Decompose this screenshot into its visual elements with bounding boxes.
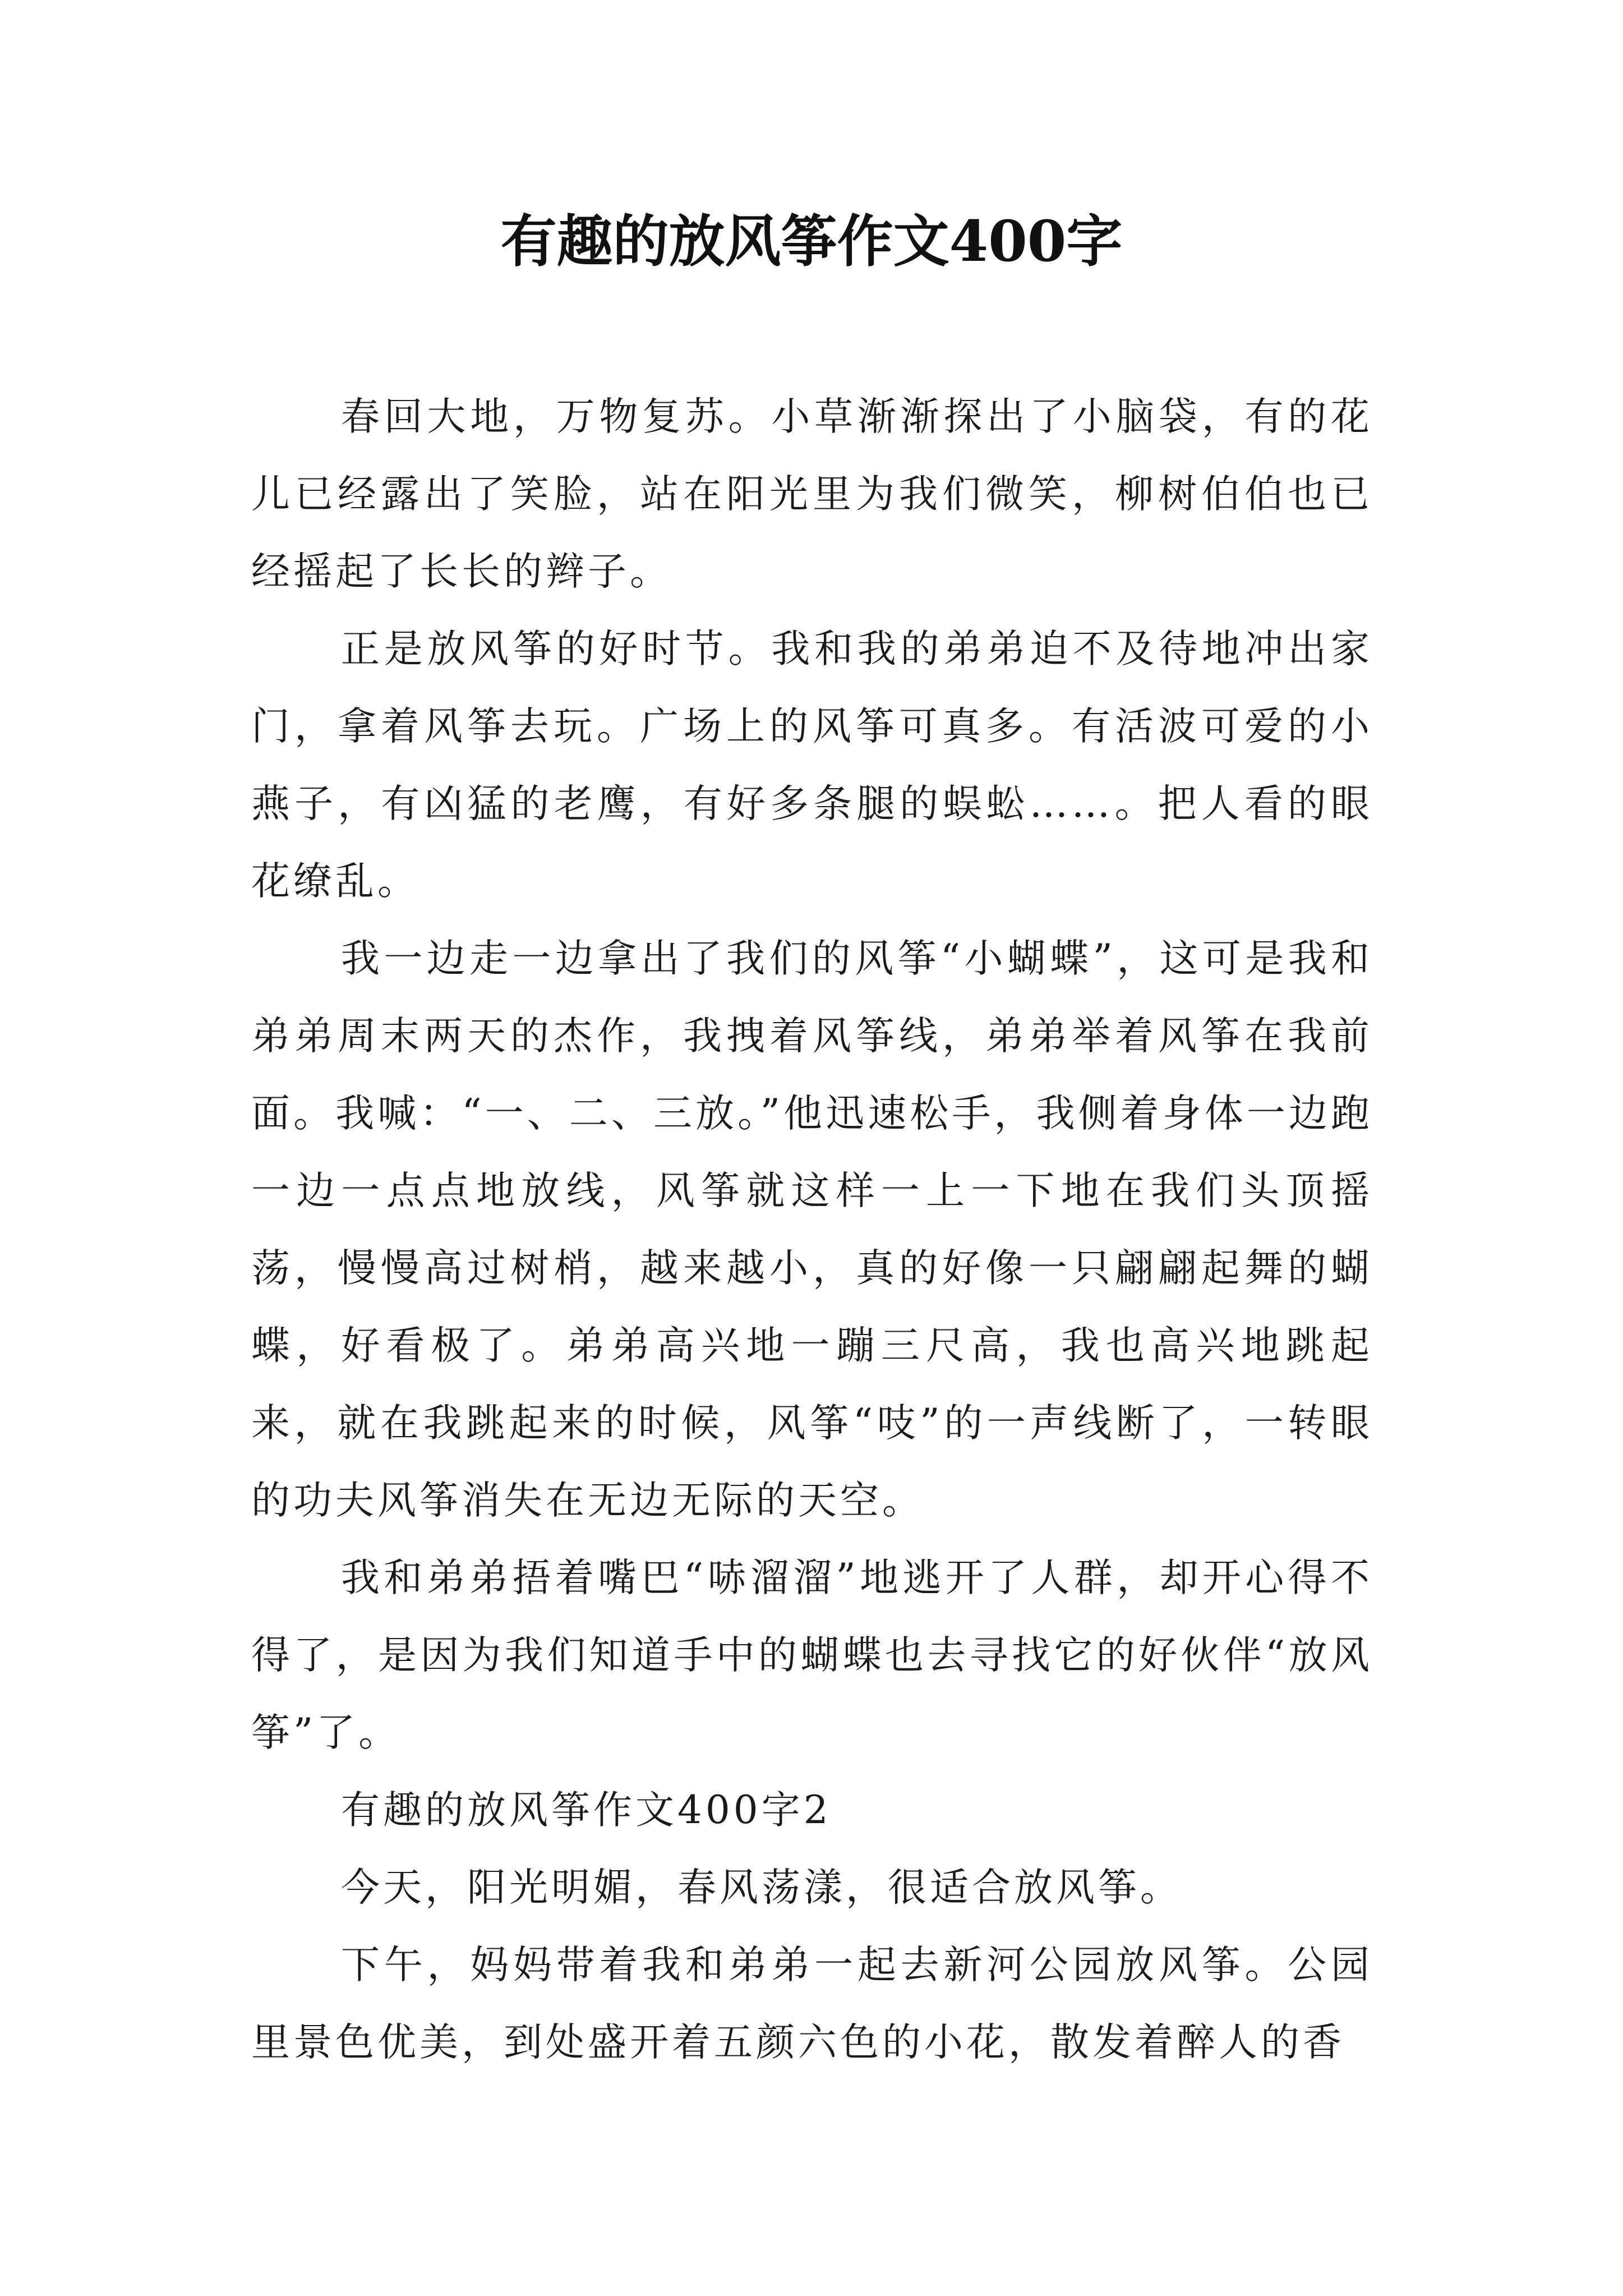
section-heading-2: 有趣的放风筝作文400字2 [341, 1788, 832, 1833]
document-body [251, 378, 1373, 2081]
paragraph-3: 我一边走一边拿出了我们的风筝“小蝴蝶”，这可是我和弟弟周末两天的杰作，我拽着风筝线，弟弟举着风筝在我前面。我喊：“一、二、三放。”他迅速松手，我侧着身体一边跑一边一点点地放线，风筝就这样一上一下地在我们头顶摇荡，慢慢高过树梢，越来越小，真的好像一只翩翩起舞的蝴蝶，好看极了。弟弟高兴地一蹦三尺高，我也高兴地跳起来，就在我跳起来的时候，风筝“吱”的一声线断了，一转眼的功夫风筝消失在无边无际的天空。 [251, 936, 1373, 1523]
document-title: 有趣的放风筝作文400字 [500, 208, 1123, 274]
paragraph-2: 正是放风筝的好时节。我和我的弟弟迫不及待地冲出家门，拿着风筝去玩。广场上的风筝可真多。有活波可爱的小燕子，有凶猛的老鹰，有好多条腿的蜈蚣……。把人看的眼花缭乱。 [251, 627, 1373, 904]
paragraph-4: 我和弟弟捂着嘴巴“哧溜溜”地逃开了人群，却开心得不得了，是因为我们知道手中的蝴蝶也去寻找它的好伙伴“放风筝”了。 [251, 1556, 1373, 1755]
paragraph-1: 春回大地，万物复苏。小草渐渐探出了小脑袋，有的花儿已经露出了笑脸，站在阳光里为我们微笑，柳树伯伯也已经摇起了长长的辫子。 [251, 394, 1373, 594]
paragraph-5: 今天，阳光明媚，春风荡漾，很适合放风筝。 [341, 1865, 1182, 1910]
paragraph-6: 下午，妈妈带着我和弟弟一起去新河公园放风筝。公园里景色优美，到处盛开着五颜六色的小花，散发着醉人的香 [251, 1943, 1373, 2065]
